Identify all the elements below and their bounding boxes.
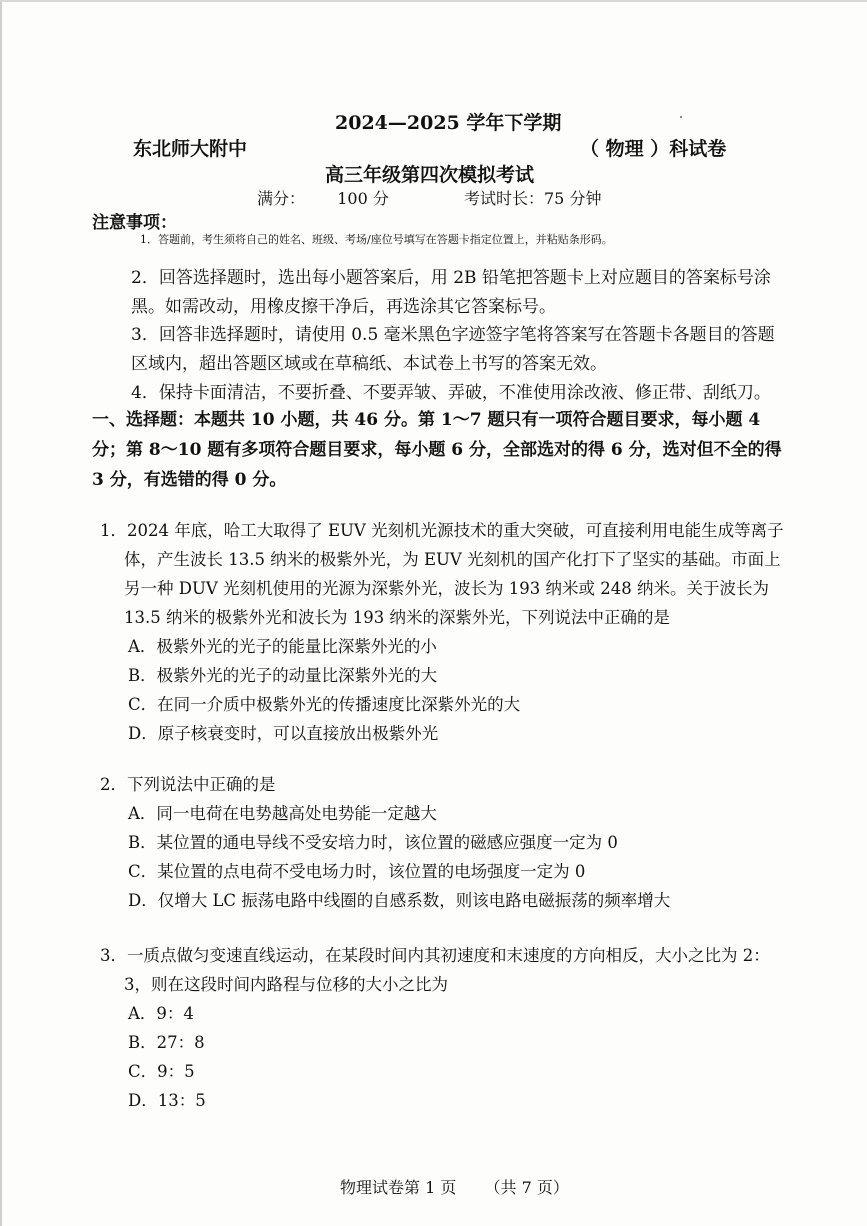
section-heading: 一、选择题：本题共 10 小题，共 46 分。第 1～7 题只有一项符合题目要求，每小题 4 分；第 8～10 题有多项符合题目要求，每小题 6 分，全部选对的得 6 分，选对但不全的得 3 分，有选错的得 0 分。: [92, 410, 782, 490]
question-stem: 1．2024 年底，哈工大取得了 EUV 光刻机光源技术的重大突破，可直接利用电能生成等离子体，产生波长 13.5 纳米的极紫外光，为 EUV 光刻机的国产化打下了坚实的基础。市面上另一种 DUV 光刻机使用的光源为深紫外光，波长为 193 纳米或 248 纳米。关于波长为 13.5 纳米的极紫外光和波长为 193 纳米的深紫外光，下列说法中正确的是: [100, 521, 784, 627]
notice-item: 3．回答非选择题时，请使用 0.5 毫米黑色字迹签字笔将答案写在答题卡各题目的答题区域内，超出答题区域或在草稿纸、本试卷上书写的答案无效。: [131, 325, 775, 374]
page-total: （共 7 页）: [484, 1178, 569, 1197]
page-number: 物理试卷第 1 页: [340, 1178, 457, 1197]
option-a: A．同一电荷在电势越高处电势能一定越大: [128, 804, 437, 823]
option-a: A．极紫外光的光子的能量比深紫外光的小: [128, 637, 437, 656]
notice-item: 4．保持卡面清洁，不要折叠、不要弄皱、弄破，不准使用涂改液、修正带、刮纸刀。: [131, 383, 771, 403]
option-d: D．原子核衰变时，可以直接放出极紫外光: [128, 724, 439, 743]
question-stem: 2．下列说法中正确的是: [100, 775, 276, 794]
question-3: [100, 941, 790, 1115]
option-b: B．某位置的通电导线不受安培力时，该位置的磁感应强度一定为 0: [128, 833, 618, 852]
term-title: 2024—2025 学年下学期: [335, 112, 562, 134]
option-c: C．9：5: [128, 1062, 195, 1081]
option-d: D．仅增大 LC 振荡电路中线圈的自感系数，则该电路电磁振荡的频率增大: [128, 891, 671, 910]
question-stem: 3．一质点做匀变速直线运动，在某段时间内其初速度和末速度的方向相反，大小之比为 2：3，则在这段时间内路程与位移的大小之比为: [100, 946, 770, 994]
option-c: C．在同一介质中极紫外光的传播速度比深紫外光的大: [128, 695, 521, 714]
option-d: D．13：5: [128, 1091, 206, 1110]
school-name: 东北师大附中: [133, 138, 248, 160]
scan-speck: [680, 116, 682, 118]
question-2: [100, 770, 790, 915]
notice-item: 2．回答选择题时，选出每小题答案后，用 2B 铅笔把答题卡上对应题目的答案标号涂黑。如需改动，用橡皮擦干净后，再选涂其它答案标号。: [131, 268, 771, 317]
scan-edge: [0, 0, 2, 1226]
question-1: [100, 516, 790, 748]
full-score-label: 满分：: [257, 189, 306, 208]
option-a: A．9：4: [128, 1004, 194, 1023]
full-score-value: 100 分: [337, 189, 389, 208]
full-score: [257, 186, 389, 209]
subject-title: （ 物理 ）科试卷: [580, 138, 727, 160]
scan-edge: [0, 0, 867, 2]
option-b: B．极紫外光的光子的动量比深紫外光的大: [128, 666, 438, 685]
page-footer: [340, 1175, 569, 1198]
option-c: C．某位置的点电荷不受电场力时，该位置的电场强度一定为 0: [128, 862, 586, 881]
exam-duration: 考试时长：75 分钟: [464, 189, 602, 208]
option-b: B．27：8: [128, 1033, 205, 1052]
exam-name: 高三年级第四次模拟考试: [325, 164, 535, 186]
notice-heading: 注意事项：: [92, 213, 177, 233]
notice-item: 1．答题前，考生须将自己的姓名、班级、考场/座位号填写在答题卡指定位置上，并粘贴条形码。: [140, 233, 613, 246]
